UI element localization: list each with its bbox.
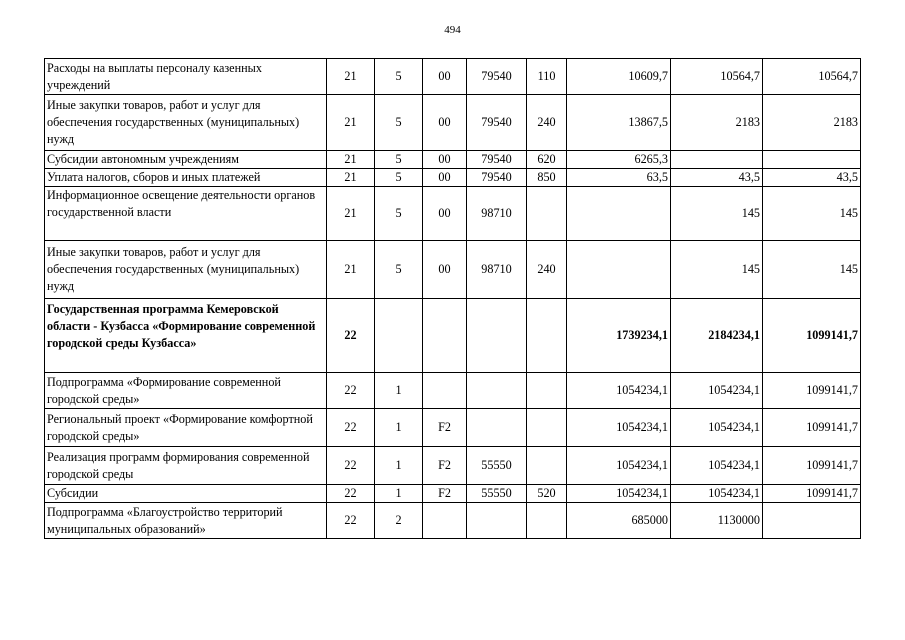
code-subprogram: 1 — [375, 373, 423, 409]
table-row — [45, 151, 861, 169]
code-expense-type — [527, 409, 567, 447]
code-subprogram: 1 — [375, 409, 423, 447]
value-year-2: 1130000 — [671, 503, 763, 539]
code-expense-type: 110 — [527, 59, 567, 95]
code-project: F2 — [423, 409, 467, 447]
value-year-1: 1054234,1 — [567, 373, 671, 409]
code-direction: 79540 — [467, 95, 527, 151]
value-year-3: 2183 — [763, 95, 861, 151]
code-ministry: 21 — [327, 187, 375, 241]
code-subprogram: 5 — [375, 241, 423, 299]
code-direction — [467, 299, 527, 373]
table-row — [45, 447, 861, 485]
value-year-1: 6265,3 — [567, 151, 671, 169]
code-ministry: 21 — [327, 241, 375, 299]
code-project: 00 — [423, 95, 467, 151]
table-row — [45, 59, 861, 95]
value-year-3: 1099141,7 — [763, 409, 861, 447]
value-year-1 — [567, 187, 671, 241]
value-year-1: 13867,5 — [567, 95, 671, 151]
code-ministry: 22 — [327, 373, 375, 409]
table-row — [45, 485, 861, 503]
code-project — [423, 299, 467, 373]
value-year-1: 1054234,1 — [567, 447, 671, 485]
code-project — [423, 503, 467, 539]
value-year-1: 10609,7 — [567, 59, 671, 95]
value-year-1: 1054234,1 — [567, 409, 671, 447]
value-year-1: 1054234,1 — [567, 485, 671, 503]
code-subprogram: 5 — [375, 151, 423, 169]
code-direction: 79540 — [467, 59, 527, 95]
code-expense-type: 240 — [527, 95, 567, 151]
row-name: Субсидии автономным учреждениям — [45, 151, 327, 169]
code-direction: 79540 — [467, 151, 527, 169]
code-direction — [467, 409, 527, 447]
table-row — [45, 187, 861, 241]
row-name: Расходы на выплаты персоналу казенных учреждений — [45, 59, 327, 95]
code-direction: 55550 — [467, 485, 527, 503]
row-name: Информационное освещение деятельности органов государственной власти — [45, 187, 327, 241]
value-year-2: 1054234,1 — [671, 409, 763, 447]
code-ministry: 21 — [327, 169, 375, 187]
value-year-2: 145 — [671, 241, 763, 299]
table-row — [45, 299, 861, 373]
code-direction: 79540 — [467, 169, 527, 187]
row-name: Государственная программа Кемеровской области - Кузбасса «Формирование современной городской среды Кузбасса» — [45, 299, 327, 373]
code-subprogram: 1 — [375, 485, 423, 503]
value-year-2: 1054234,1 — [671, 447, 763, 485]
code-expense-type: 620 — [527, 151, 567, 169]
budget-table — [44, 58, 861, 539]
code-subprogram: 2 — [375, 503, 423, 539]
value-year-2: 2184234,1 — [671, 299, 763, 373]
code-project: 00 — [423, 169, 467, 187]
code-expense-type — [527, 373, 567, 409]
code-direction: 55550 — [467, 447, 527, 485]
value-year-1: 1739234,1 — [567, 299, 671, 373]
value-year-1: 63,5 — [567, 169, 671, 187]
code-subprogram — [375, 299, 423, 373]
code-expense-type: 850 — [527, 169, 567, 187]
code-expense-type — [527, 447, 567, 485]
value-year-2: 10564,7 — [671, 59, 763, 95]
row-name: Субсидии — [45, 485, 327, 503]
code-subprogram: 5 — [375, 187, 423, 241]
table-row — [45, 169, 861, 187]
code-ministry: 22 — [327, 503, 375, 539]
table-row — [45, 409, 861, 447]
code-expense-type — [527, 187, 567, 241]
code-ministry: 22 — [327, 485, 375, 503]
code-expense-type — [527, 299, 567, 373]
code-expense-type: 240 — [527, 241, 567, 299]
table-row — [45, 241, 861, 299]
value-year-2: 2183 — [671, 95, 763, 151]
value-year-3: 1099141,7 — [763, 299, 861, 373]
value-year-1 — [567, 241, 671, 299]
row-name: Уплата налогов, сборов и иных платежей — [45, 169, 327, 187]
code-project: F2 — [423, 447, 467, 485]
value-year-3: 43,5 — [763, 169, 861, 187]
code-direction: 98710 — [467, 241, 527, 299]
value-year-3: 145 — [763, 241, 861, 299]
value-year-3 — [763, 503, 861, 539]
code-project: 00 — [423, 187, 467, 241]
value-year-1: 685000 — [567, 503, 671, 539]
row-name: Подпрограмма «Благоустройство территорий муниципальных образований» — [45, 503, 327, 539]
code-subprogram: 5 — [375, 95, 423, 151]
row-name: Реализация программ формирования современной городской среды — [45, 447, 327, 485]
value-year-3 — [763, 151, 861, 169]
code-ministry: 21 — [327, 59, 375, 95]
code-project — [423, 373, 467, 409]
value-year-2: 43,5 — [671, 169, 763, 187]
code-ministry: 21 — [327, 151, 375, 169]
row-name: Региональный проект «Формирование комфортной городской среды» — [45, 409, 327, 447]
table-row — [45, 503, 861, 539]
value-year-3: 1099141,7 — [763, 485, 861, 503]
code-expense-type — [527, 503, 567, 539]
code-ministry: 21 — [327, 95, 375, 151]
code-direction — [467, 503, 527, 539]
code-direction — [467, 373, 527, 409]
value-year-3: 1099141,7 — [763, 447, 861, 485]
value-year-3: 10564,7 — [763, 59, 861, 95]
code-project: F2 — [423, 485, 467, 503]
code-subprogram: 1 — [375, 447, 423, 485]
row-name: Подпрограмма «Формирование современной городской среды» — [45, 373, 327, 409]
code-subprogram: 5 — [375, 59, 423, 95]
page-number: 494 — [444, 24, 461, 36]
value-year-2: 145 — [671, 187, 763, 241]
row-name: Иные закупки товаров, работ и услуг для обеспечения государственных (муниципальных) нужд — [45, 241, 327, 299]
code-ministry: 22 — [327, 299, 375, 373]
value-year-3: 145 — [763, 187, 861, 241]
code-project: 00 — [423, 151, 467, 169]
code-ministry: 22 — [327, 409, 375, 447]
code-project: 00 — [423, 241, 467, 299]
code-expense-type: 520 — [527, 485, 567, 503]
code-direction: 98710 — [467, 187, 527, 241]
code-subprogram: 5 — [375, 169, 423, 187]
value-year-3: 1099141,7 — [763, 373, 861, 409]
code-ministry: 22 — [327, 447, 375, 485]
table-row — [45, 95, 861, 151]
value-year-2 — [671, 151, 763, 169]
code-project: 00 — [423, 59, 467, 95]
table-row — [45, 373, 861, 409]
value-year-2: 1054234,1 — [671, 373, 763, 409]
value-year-2: 1054234,1 — [671, 485, 763, 503]
row-name: Иные закупки товаров, работ и услуг для обеспечения государственных (муниципальных) нужд — [45, 95, 327, 151]
